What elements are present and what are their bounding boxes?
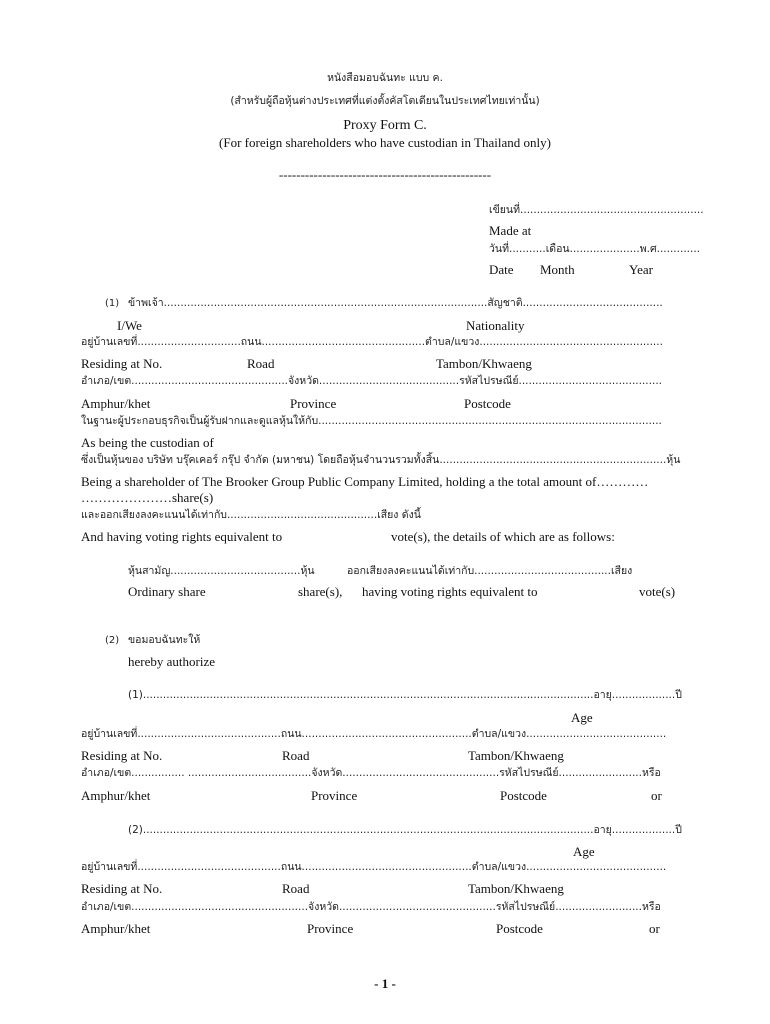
made-at-label: Made at xyxy=(489,223,532,238)
proxy2-province-label: Province xyxy=(307,921,354,936)
proxy1-thai-residing-field: อยู่บ้านเลขที่...........................................ถนน...................................................ตำบล/แขวง.......................................... xyxy=(81,728,667,740)
thai-form-subtitle: (สำหรับผู้ถือหุ้นต่างประเทศที่แต่งตั้งคัสโตเดียนในประเทศไทยเท่านั้น) xyxy=(230,95,540,107)
proxy1-residing-label: Residing at No. xyxy=(81,748,163,763)
proxy2-amphur-label: Amphur/khet xyxy=(81,921,151,936)
thai-shareholder-name-field: ข้าพเจ้า.................................................................................................สัญชาติ.......................................... xyxy=(128,297,663,309)
thai-custodian-field: ในฐานะผู้ประกอบธุรกิจเป็นผู้รับฝากและดูแลหุ้นให้กับ....................................................................................................... xyxy=(81,415,662,427)
authorize-label: hereby authorize xyxy=(128,654,215,669)
section2-number: (2) xyxy=(105,635,120,646)
proxy2-age-label: Age xyxy=(573,844,595,859)
header-divider: ------------------------------------------------- xyxy=(278,167,492,182)
thai-residing-field: อยู่บ้านเลขที่...............................ถนน.................................................ตำบล/แขวง....................................................... xyxy=(81,336,663,348)
thai-made-at-field: เขียนที่....................................................... xyxy=(489,204,704,216)
thai-authorize-label: ขอมอบฉันทะให้ xyxy=(128,634,201,646)
ordinary-rights-label: having voting rights equivalent to xyxy=(362,584,538,599)
road-label: Road xyxy=(247,356,275,371)
proxy1-thai-amphur-field: อำเภอ/เขต................ .....................................จังหวัด...............................................รหัสไปรษณีย์.........................หรือ xyxy=(81,767,661,779)
proxy2-name-field: (2).......................................................................................................................................อายุ...................ปี xyxy=(128,824,682,836)
thai-date-field: วันที่...........เดือน.....................พ.ศ............. xyxy=(489,243,701,255)
shares-label: …………………share(s) xyxy=(81,490,214,505)
nationality-label: Nationality xyxy=(466,318,525,333)
thai-ordinary-share-field: หุ้นสามัญ.......................................หุ้น xyxy=(128,565,315,577)
thai-amphur-field: อำเภอ/เขต...............................................จังหวัด..........................................รหัสไปรษณีย์........................................... xyxy=(81,375,662,387)
ordinary-share-label: Ordinary share xyxy=(128,584,206,599)
thai-shareholding-field: ซึ่งเป็นหุ้นของ บริษัท บรุ๊คเคอร์ กรุ๊ป จำกัด (มหาชน) โดยถือหุ้นจำนวนรวมทั้งสิ้น....................................................................หุ้น xyxy=(81,454,681,466)
proxy2-or-label: or xyxy=(649,921,660,936)
ordinary-votes-unit: vote(s) xyxy=(639,584,676,599)
proxy2-residing-label: Residing at No. xyxy=(81,881,163,896)
proxy2-road-label: Road xyxy=(282,881,310,896)
proxy2-thai-amphur-field: อำเภอ/เขต.....................................................จังหวัด...............................................รหัสไปรษณีย์..........................หรือ xyxy=(81,901,661,913)
residing-label: Residing at No. xyxy=(81,356,163,371)
thai-form-title: หนังสือมอบฉันทะ แบบ ค. xyxy=(327,72,443,84)
voting-rights-label: And having voting rights equivalent to xyxy=(81,529,283,544)
proxy1-tambon-label: Tambon/Khwaeng xyxy=(468,748,564,763)
proxy2-thai-residing-field: อยู่บ้านเลขที่...........................................ถนน...................................................ตำบล/แขวง.......................................... xyxy=(81,861,667,873)
proxy1-province-label: Province xyxy=(311,788,358,803)
thai-ordinary-votes-field: ออกเสียงลงคะแนนได้เท่ากับ.........................................เสียง xyxy=(347,565,633,577)
tambon-label: Tambon/Khwaeng xyxy=(436,356,532,371)
voting-details-label: vote(s), the details of which are as follows: xyxy=(391,529,615,544)
thai-voting-field: และออกเสียงลงคะแนนได้เท่ากับ.............................................เสียง ดังนี้ xyxy=(81,509,421,521)
shareholder-statement: Being a shareholder of The Brooker Group Public Company Limited, holding a the total amount of………… xyxy=(81,474,649,489)
proxy1-amphur-label: Amphur/khet xyxy=(81,788,151,803)
ordinary-shares-unit: share(s), xyxy=(298,584,343,599)
amphur-label: Amphur/khet xyxy=(81,396,151,411)
proxy1-road-label: Road xyxy=(282,748,310,763)
form-subtitle: (For foreign shareholders who have custodian in Thailand only) xyxy=(219,135,551,150)
form-title: Proxy Form C. xyxy=(343,118,427,133)
proxy1-postcode-label: Postcode xyxy=(500,788,547,803)
proxy1-name-field: (1).......................................................................................................................................อายุ...................ปี xyxy=(128,689,682,701)
proxy1-age-label: Age xyxy=(571,710,593,725)
section1-number: (1) xyxy=(105,298,120,309)
date-label: Date xyxy=(489,262,514,277)
province-label: Province xyxy=(290,396,337,411)
proxy2-tambon-label: Tambon/Khwaeng xyxy=(468,881,564,896)
i-we-label: I/We xyxy=(117,318,142,333)
month-label: Month xyxy=(540,262,575,277)
postcode-label: Postcode xyxy=(464,396,511,411)
page-number: - 1 - xyxy=(374,976,396,991)
proxy2-postcode-label: Postcode xyxy=(496,921,543,936)
proxy1-or-label: or xyxy=(651,788,662,803)
custodian-label: As being the custodian of xyxy=(81,435,214,450)
year-label: Year xyxy=(629,262,653,277)
